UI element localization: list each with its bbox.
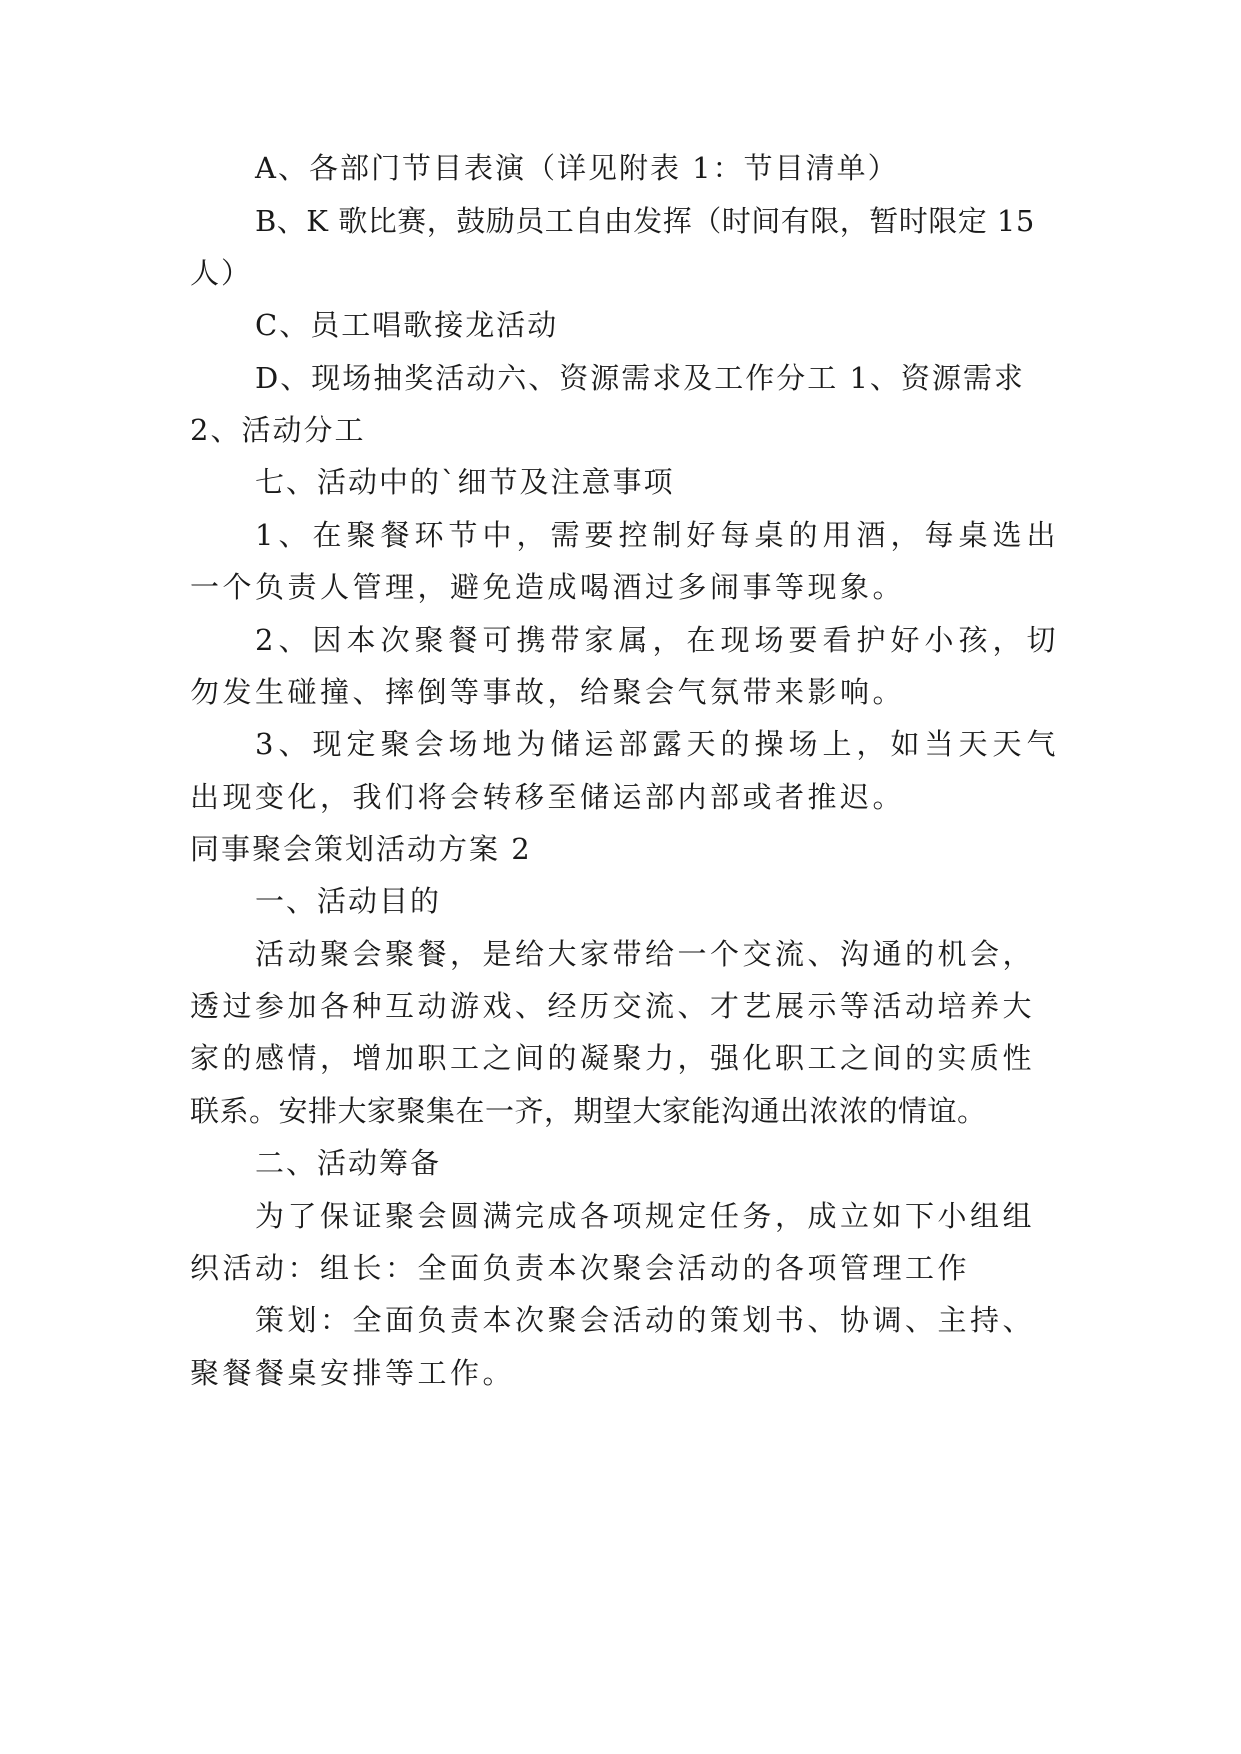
text-line-karaoke-contest: B、K 歌比赛，鼓励员工自由发挥（时间有限，暂时限定 15	[255, 204, 1035, 238]
text-line-singing-relay: C、员工唱歌接龙活动	[255, 308, 559, 342]
text-line-planning-role: 策划：全面负责本次聚会活动的策划书、协调、主持、	[255, 1303, 1036, 1337]
text-line-purpose-3: 家的感情，增加职工之间的凝聚力，强化职工之间的实质性	[190, 1041, 1036, 1075]
text-line-purpose-2: 透过参加各种互动游戏、经历交流、才艺展示等活动培养大	[190, 989, 1036, 1023]
section-heading-preparation: 二、活动筹备	[255, 1146, 442, 1180]
text-line-purpose-1: 活动聚会聚餐，是给大家带给一个交流、沟通的机会，	[255, 937, 1036, 971]
text-line-planning-role-cont: 聚餐餐桌安排等工作。	[190, 1356, 516, 1390]
section-heading-purpose: 一、活动目的	[255, 884, 442, 918]
document-title-plan-2: 同事聚会策划活动方案 2	[190, 832, 532, 866]
section-heading-details: 七、活动中的`细节及注意事项	[255, 465, 675, 499]
text-line-karaoke-contest-cont: 人）	[190, 256, 253, 290]
text-line-note-3: 3、现定聚会场地为储运部露天的操场上，如当天天气	[255, 727, 1061, 761]
text-line-note-2-cont: 勿发生碰撞、摔倒等事故，给聚会气氛带来影响。	[190, 675, 906, 709]
text-line-note-1: 1、在聚餐环节中，需要控制好每桌的用酒，每桌选出	[255, 518, 1061, 552]
text-line-program-performance: A、各部门节目表演（详见附表 1：节目清单）	[255, 151, 899, 185]
text-line-note-2: 2、因本次聚餐可携带家属，在现场要看护好小孩，切	[255, 623, 1061, 657]
text-line-preparation-1: 为了保证聚会圆满完成各项规定任务，成立如下小组组	[255, 1199, 1036, 1233]
text-line-lucky-draw: D、现场抽奖活动六、资源需求及工作分工 1、资源需求	[255, 361, 1025, 395]
text-line-note-3-cont: 出现变化，我们将会转移至储运部内部或者推迟。	[190, 780, 906, 814]
text-line-purpose-4: 联系。安排大家聚集在一齐，期望大家能沟通出浓浓的情谊。	[190, 1094, 987, 1128]
text-line-note-1-cont: 一个负责人管理，避免造成喝酒过多闹事等现象。	[190, 570, 906, 604]
text-line-preparation-2: 织活动：组长：全面负责本次聚会活动的各项管理工作	[190, 1251, 971, 1285]
text-line-task-division: 2、活动分工	[190, 413, 366, 447]
